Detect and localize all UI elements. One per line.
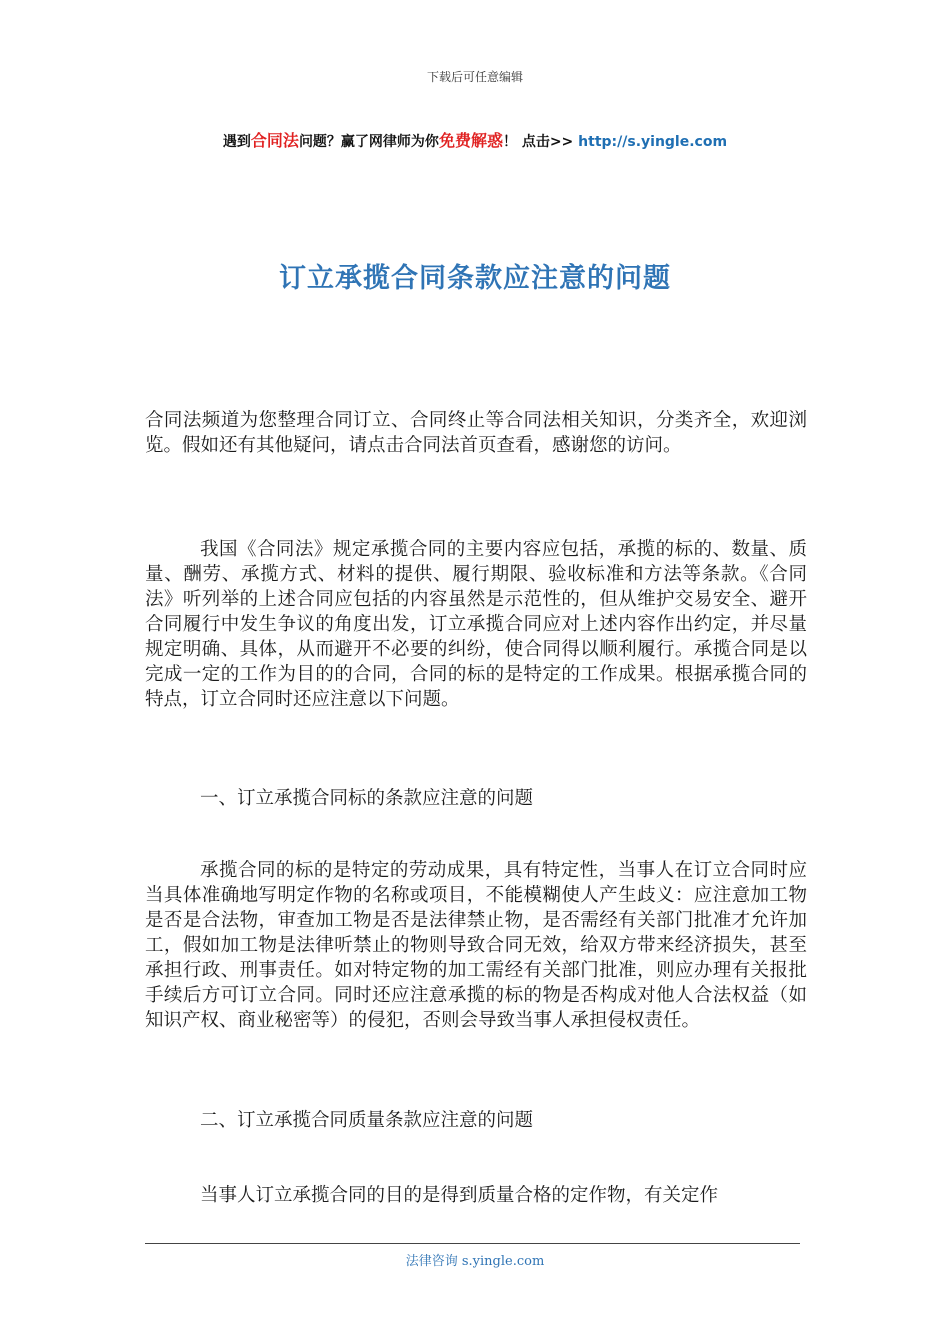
promo-text-1: 遇到 bbox=[222, 134, 251, 150]
download-note: 下载后可任意编辑 bbox=[426, 70, 523, 84]
intro-paragraph: 合同法频道为您整理合同订立、合同终止等合同法相关知识，分类齐全，欢迎浏览。假如还有其他疑问，请点击合同法首页查看，感谢您的访问。 bbox=[145, 410, 807, 456]
document-title: 订立承揽合同条款应注意的问题 bbox=[279, 263, 671, 294]
body-paragraph: 我国《合同法》规定承揽合同的主要内容应包括，承揽的标的、数量、质量、酬劳、承揽方式、材料的提供、履行期限、验收标准和方法等条款。《合同法》听列举的上述合同应包括的内容虽然是示范性的，但从维护交易安全、避开合同履行中发生争议的角度出发，订立承揽合同应对上述内容作出约定，并尽量规定明确、具体，从而避开不必要的纠纷，使合同得以顺利履行。承揽合同是以完成一定的工作为目的的合同，合同的标的是特定的工作成果。根据承揽合同的特点，订立合同时还应注意以下问题。 bbox=[145, 539, 807, 710]
footer-link[interactable]: 法律咨询 s.yingle.com bbox=[405, 1254, 545, 1269]
promo-banner[interactable] bbox=[0, 128, 950, 151]
section-heading-1: 一、订立承揽合同标的条款应注意的问题 bbox=[200, 788, 534, 809]
body-paragraph: 承揽合同的标的是特定的劳动成果，具有特定性，当事人在订立合同时应当具体准确地写明定作物的名称或项目，不能模糊使人产生歧义：应注意加工物是否是合法物，审查加工物是否是法律禁止物，是否需经有关部门批准才允许加工，假如加工物是法律听禁止的物则导致合同无效，给双方带来经济损失，甚至承担行政、刑事责任。如对特定物的加工需经有关部门批准，则应办理有关报批手续后方可订立合同。同时还应注意承揽的标的物是否构成对他人合法权益（如知识产权、商业秘密等）的侵犯，否则会导致当事人承担侵权责任。 bbox=[145, 860, 807, 1031]
promo-link[interactable]: http://s.yingle.com bbox=[578, 134, 728, 150]
footer-divider bbox=[145, 1243, 800, 1244]
promo-text-2: 问题？赢了网律师为你 bbox=[298, 134, 439, 150]
promo-text-3: ！ 点击>> bbox=[502, 134, 579, 150]
body-paragraph: 当事人订立承揽合同的目的是得到质量合格的定作物，有关定作 bbox=[200, 1185, 719, 1206]
promo-highlight-free: 免费解惑 bbox=[438, 131, 503, 150]
section-heading-2: 二、订立承揽合同质量条款应注意的问题 bbox=[200, 1110, 534, 1131]
promo-highlight-contract-law: 合同法 bbox=[250, 131, 299, 150]
